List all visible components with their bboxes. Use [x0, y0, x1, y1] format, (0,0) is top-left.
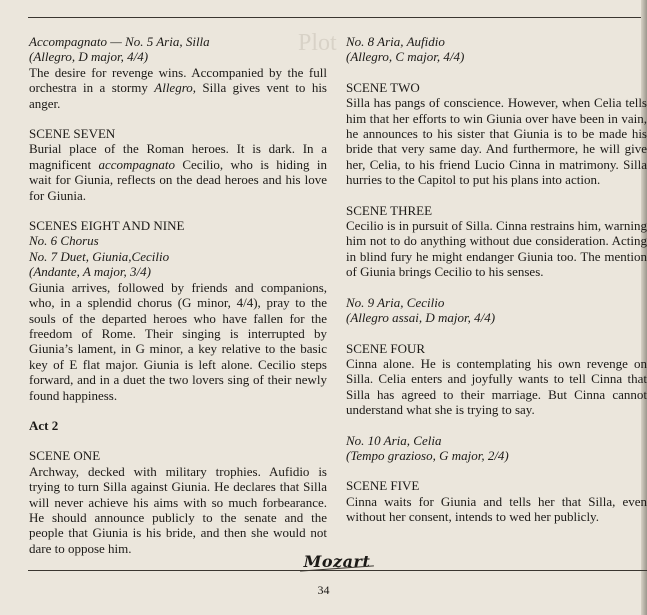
aria-heading: Accompagnato — No. 5 Aria, Silla [29, 34, 210, 49]
mozart-signature: Mozart [303, 552, 371, 571]
aria-tempo: (Allegro, C major, 4/4) [346, 49, 465, 65]
paragraph: Silla has pangs of conscience. However, when Celia tells him that her efforts to win Giunia over have been in vain, he announces to his sister that Giunia is to be made his bride that very same day. And furthermore, he will give her, Celia, to his friend Lucio Cinna in matrimony. Silla hurries to the Capitol to put his plans into action. [346, 95, 647, 188]
aria-heading: No. 9 Aria, Cecilio [346, 294, 445, 310]
paragraph: Cinna alone. He is contemplating his own revenge on Silla. Celia enters and joyfully wants to tell Cinna that Silla has agreed to their marriage. But Cinna cannot understand what she is trying to say. [346, 355, 647, 418]
duet-tempo: (Andante, A major, 3/4) [29, 264, 151, 280]
act-heading: Act 2 [29, 417, 59, 433]
left-column [29, 34, 327, 556]
show-through-watermark: Plot [298, 30, 337, 56]
aria-tempo: (Allegro assai, D major, 4/4) [346, 310, 496, 326]
right-column [346, 34, 647, 525]
scene-title: SCENE TWO [346, 79, 420, 95]
top-rule [28, 17, 647, 18]
scene-title: SCENE FOUR [346, 340, 426, 356]
paragraph: Archway, decked with military trophies. Aufidio is trying to turn Silla against Giunia. He declares that Silla will never achieve his aims with so much forbearance. He should announce publicly to the senate and the people that Giunia is his bride, and then she would not dare to oppose him. [29, 463, 327, 556]
chorus-heading: No. 6 Chorus [29, 233, 99, 249]
page-number: 34 [317, 583, 330, 597]
aria-tempo: (Allegro, D major, 4/4) [29, 49, 149, 65]
scene-title: SCENE SEVEN [29, 126, 116, 142]
duet-heading: No. 7 Duet, Giunia,Cecilio [29, 248, 170, 264]
paragraph: The desire for revenge wins. Accompanied by the full orchestra in a stormy Allegro, Silla gives vent to his anger. [29, 64, 327, 111]
scene-title: SCENE THREE [346, 202, 433, 218]
scene-title: SCENE FIVE [346, 478, 420, 494]
paragraph: Burial place of the Roman heroes. It is dark. In a magnificent accompagnato Cecilio, who is hiding in wait for Giunia, reflects on the dead heroes and his love for Giunia. [29, 141, 327, 203]
scene-title: SCENES EIGHT AND NINE [29, 218, 185, 234]
aria-heading: No. 8 Aria, Aufidio [346, 34, 445, 49]
paragraph: Giunia arrives, followed by friends and companions, who, in a splendid chorus (G minor, 4/4), pray to the souls of the departed heroes who have fallen for the freedom of Rome. Their singing is interrupted by Giunia’s lament, in G minor, a key relative to the basic key of E flat major. Giunia is left alone. Cecilio steps forward, and in a duet the two lovers sing of their newly found happiness. [29, 279, 327, 403]
paragraph: Cinna waits for Giunia and tells her that Silla, even without her consent, intends to wed her publicly. [346, 493, 647, 525]
scene-title: SCENE ONE [29, 448, 101, 464]
aria-heading: No. 10 Aria, Celia [346, 432, 442, 448]
paragraph: Cecilio is in pursuit of Silla. Cinna restrains him, warning him not to do anything without due consideration. Acting in blind fury he might endanger Giunia too. The mention of Giunia brings Cecilio to his senses. [346, 218, 647, 280]
bottom-rule [28, 570, 647, 571]
aria-tempo: (Tempo grazioso, G major, 2/4) [346, 447, 509, 463]
